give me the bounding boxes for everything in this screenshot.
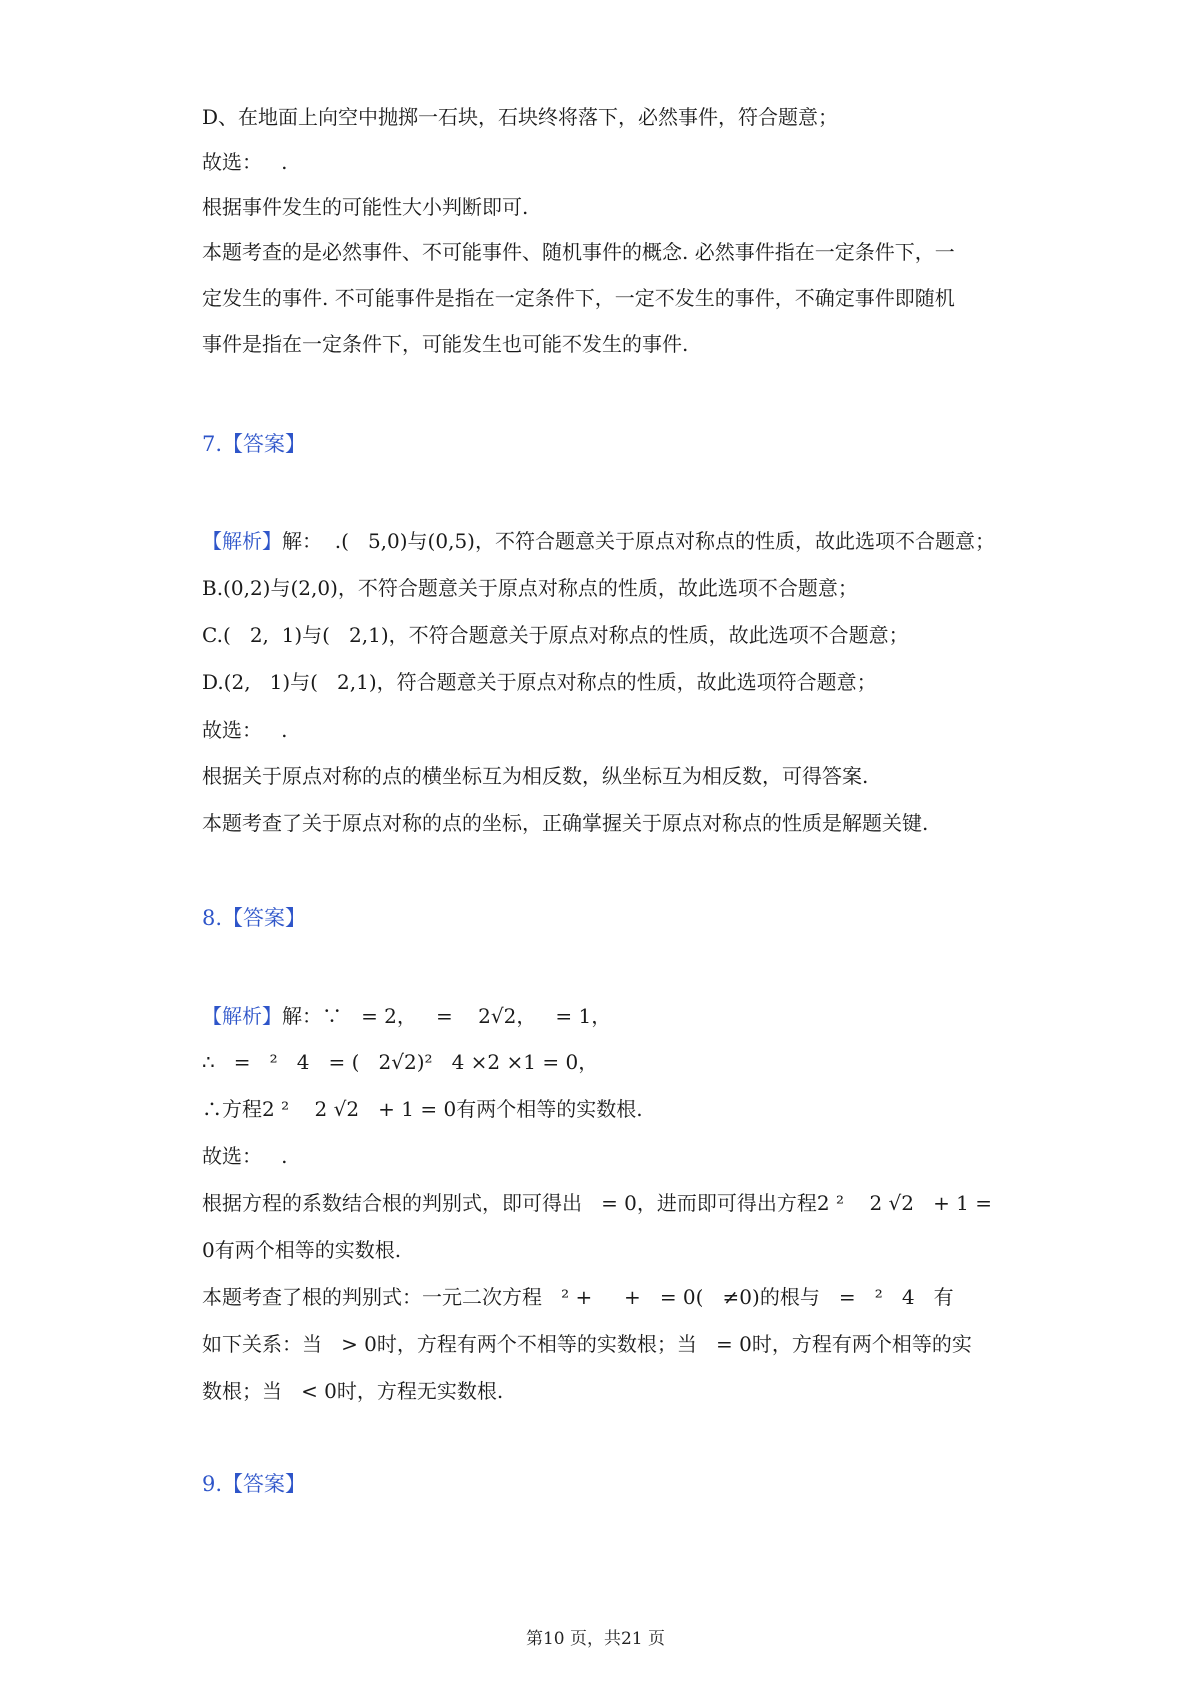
q7-analysis-first-line	[202, 528, 995, 554]
q9-answer-label: 【答案】	[222, 1472, 307, 1496]
q8-number: 8.	[202, 906, 223, 930]
text-line: 故选： .	[202, 150, 288, 174]
q7-analysis-text: 解： .( 5,0)与(0,5)，不符合题意关于原点对称点的性质，故此选项不合题意；	[282, 529, 995, 553]
text-line: 本题考查的是必然事件、不可能事件、随机事件的概念. 必然事件指在一定条件下，一	[202, 240, 955, 264]
text-line: 根据方程的系数结合根的判别式，即可得出 = 0，进而即可得出方程2 ² 2 √2 + 1 =	[202, 1191, 993, 1215]
text-line: 事件是指在一定条件下，可能发生也可能不发生的事件.	[202, 332, 689, 356]
text-line: 0有两个相等的实数根.	[202, 1238, 402, 1262]
text-line: ∴方程2 ² 2 √2 + 1 = 0有两个相等的实数根.	[202, 1097, 643, 1121]
q8-answer-label: 【答案】	[222, 906, 307, 930]
q8-answer-heading	[202, 905, 306, 931]
q7-number: 7.	[202, 432, 223, 456]
text-line: 数根；当 < 0时，方程无实数根.	[202, 1379, 504, 1403]
q8-analysis-tag: 【解析】	[202, 1004, 282, 1028]
text-line: C.( 2, 1)与( 2,1)，不符合题意关于原点对称点的性质，故此选项不合题意；	[202, 623, 909, 647]
text-line: 根据关于原点对称的点的横坐标互为相反数，纵坐标互为相反数，可得答案.	[202, 764, 869, 788]
text-line: ∴ = ² 4 = ( 2√2)² 4 ×2 ×1 = 0，	[202, 1050, 599, 1074]
q8-analysis-first-line	[202, 1003, 611, 1029]
text-line: D.(2, 1)与( 2,1)，符合题意关于原点对称点的性质，故此选项符合题意；	[202, 670, 877, 694]
text-line: 故选： .	[202, 1144, 288, 1168]
text-line: D、在地面上向空中抛掷一石块，石块终将落下，必然事件，符合题意；	[202, 105, 839, 129]
q8-analysis-text: 解：∵ = 2， = 2√2， = 1，	[282, 1004, 612, 1028]
q7-answer-label: 【答案】	[222, 432, 307, 456]
q9-answer-heading	[202, 1471, 306, 1497]
text-line: 根据事件发生的可能性大小判断即可.	[202, 195, 529, 219]
q7-answer-heading	[202, 431, 306, 457]
text-line: B.(0,2)与(2,0)，不符合题意关于原点对称点的性质，故此选项不合题意；	[202, 576, 858, 600]
text-line: 如下关系：当 > 0时，方程有两个不相等的实数根；当 = 0时，方程有两个相等的实	[202, 1332, 972, 1356]
page-footer: 第10 页，共21 页	[525, 1629, 666, 1649]
text-line: 故选： .	[202, 718, 288, 742]
q9-number: 9.	[202, 1472, 223, 1496]
text-line: 本题考查了关于原点对称的点的坐标，正确掌握关于原点对称点的性质是解题关键.	[202, 811, 929, 835]
text-line: 定发生的事件. 不可能事件是指在一定条件下，一定不发生的事件，不确定事件即随机	[202, 286, 955, 310]
q7-analysis-tag: 【解析】	[202, 529, 282, 553]
text-line: 本题考查了根的判别式：一元二次方程 ² + + = 0( ≠0)的根与 = ² 4 有	[202, 1285, 954, 1309]
